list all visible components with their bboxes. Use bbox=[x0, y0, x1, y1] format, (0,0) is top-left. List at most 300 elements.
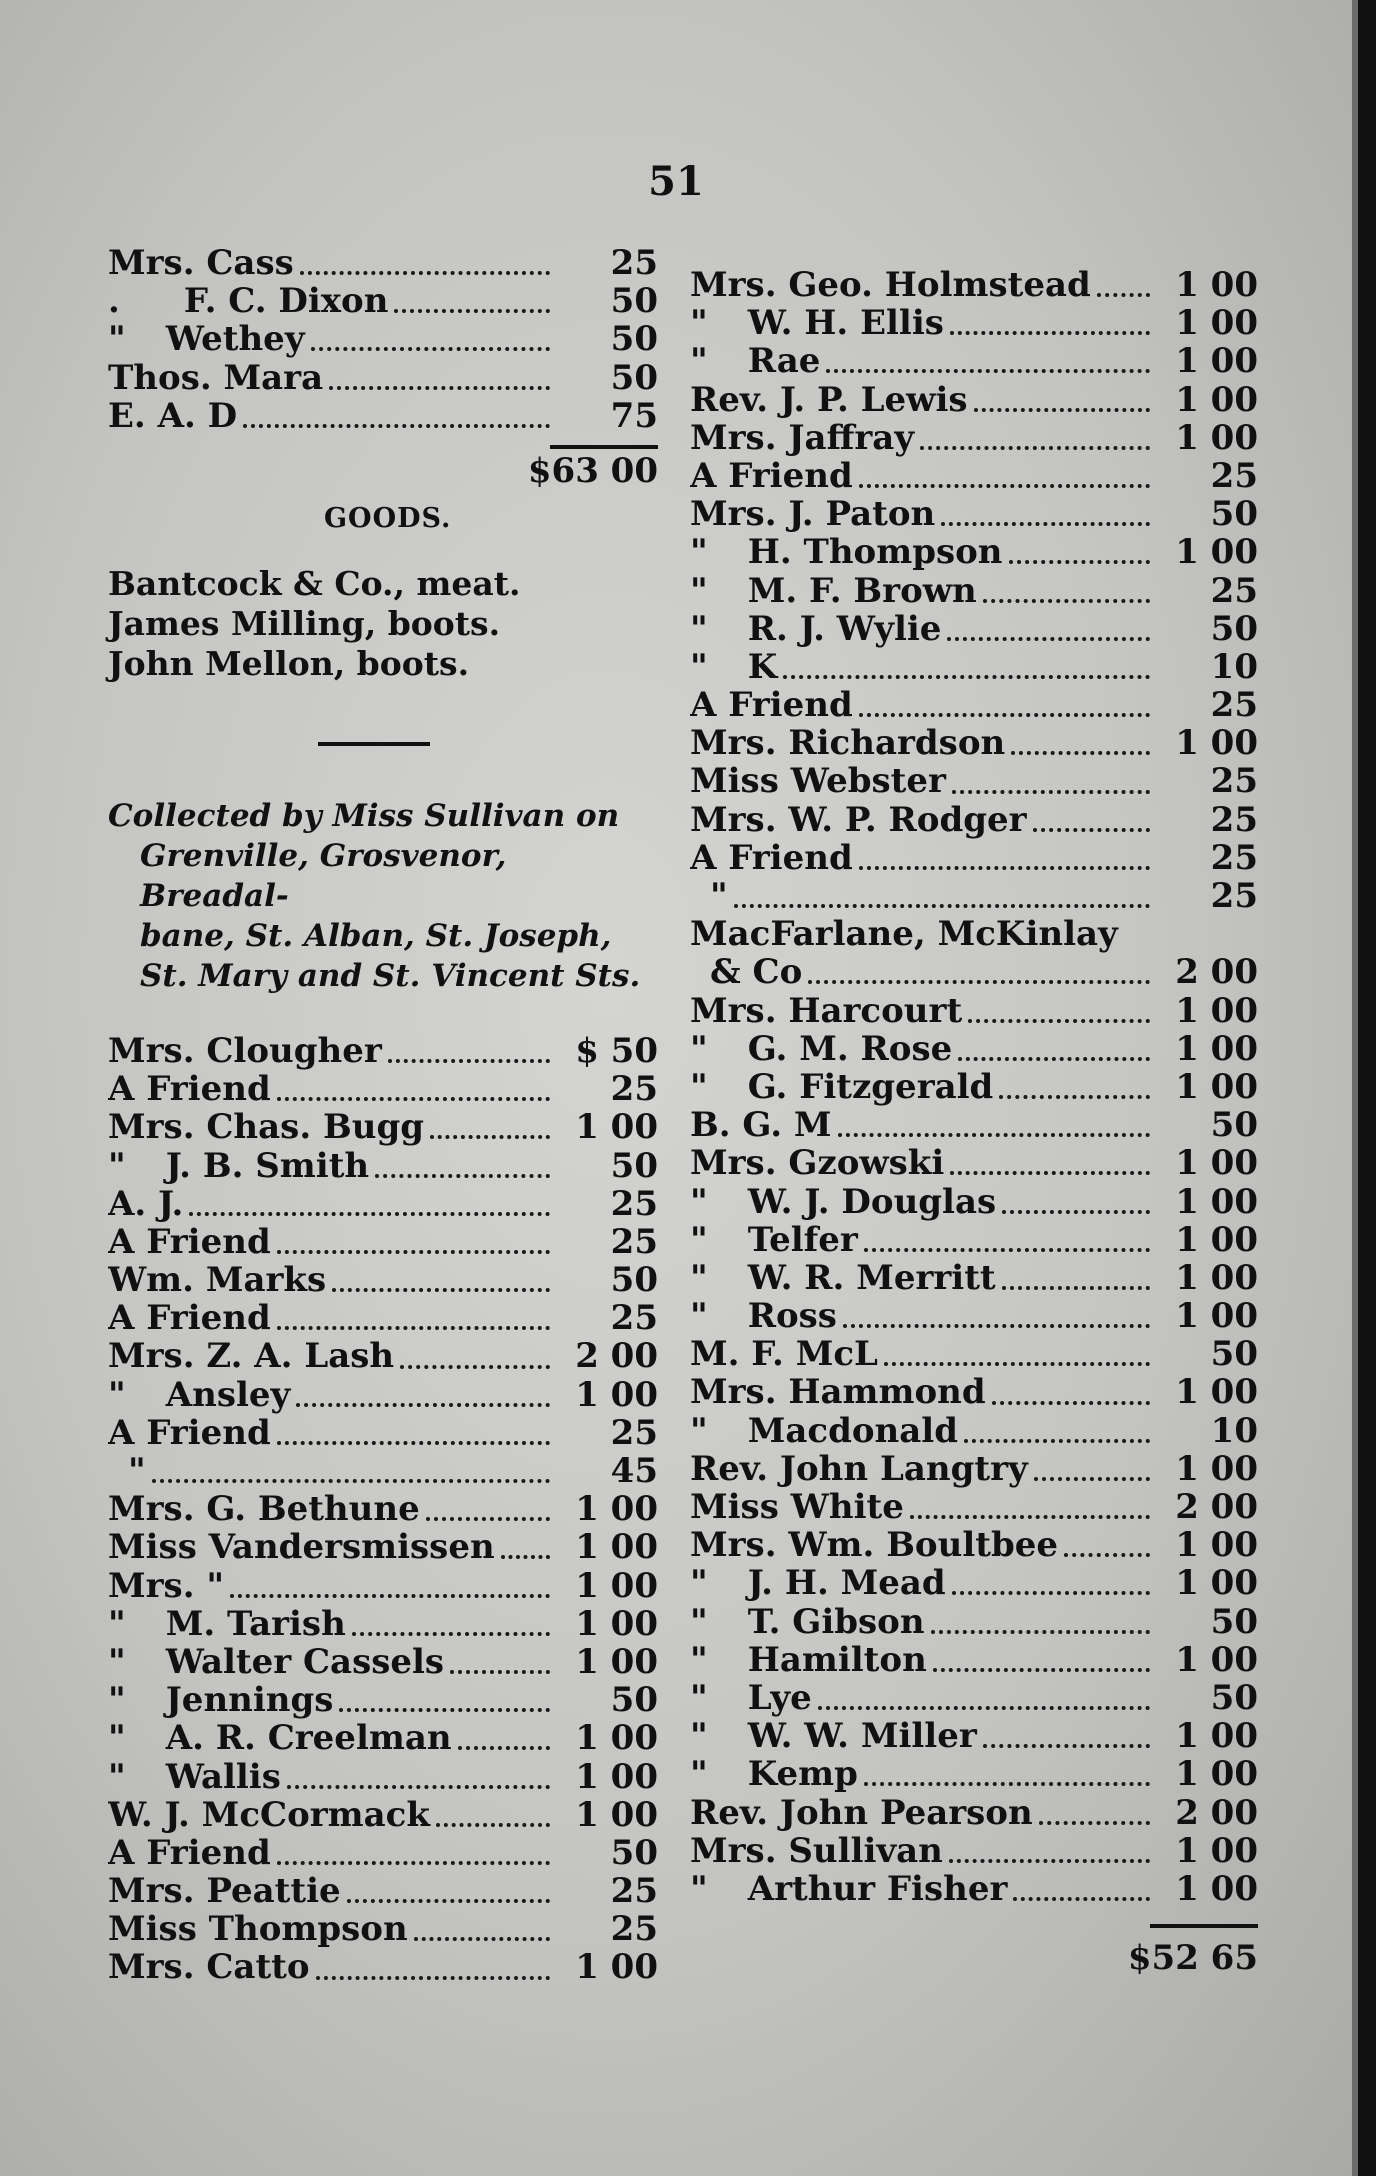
entry-name: M. F. Brown bbox=[747, 571, 977, 610]
dot-leader bbox=[952, 1591, 1150, 1595]
entry-amount: 1 00 bbox=[1175, 1067, 1258, 1107]
entry-name: M. Tarish bbox=[165, 1604, 346, 1643]
entry-name: W. R. Merritt bbox=[747, 1258, 996, 1298]
entry-name: Mrs. Harcourt bbox=[690, 991, 963, 1030]
dot-leader bbox=[243, 424, 550, 428]
entry-amount: 75 bbox=[610, 396, 658, 435]
entry-row bbox=[690, 1679, 1258, 1717]
entry-row bbox=[690, 1488, 1258, 1526]
ditto-mark: " bbox=[690, 1564, 708, 1603]
entry-name: " bbox=[128, 1452, 146, 1491]
entry-amount: 50 bbox=[610, 358, 658, 397]
dot-leader bbox=[958, 1057, 1150, 1061]
entry-name: Wethey bbox=[165, 320, 305, 359]
page-number: 51 bbox=[648, 158, 704, 205]
entry-name: Mrs. Sullivan bbox=[690, 1831, 943, 1870]
ditto-mark: " bbox=[690, 609, 708, 648]
entry-amount: 50 bbox=[1210, 609, 1258, 648]
entry-name: Mrs. Clougher bbox=[108, 1031, 382, 1071]
entry-row bbox=[108, 1719, 658, 1757]
entry-row bbox=[690, 953, 1258, 991]
dot-leader bbox=[992, 1401, 1150, 1405]
entry-amount: 1 00 bbox=[575, 1757, 658, 1796]
entry-row bbox=[690, 304, 1258, 342]
entry-row bbox=[690, 419, 1258, 457]
entry-row bbox=[690, 1717, 1258, 1755]
dot-leader bbox=[277, 1441, 550, 1445]
entry-name: Mrs. W. P. Rodger bbox=[690, 800, 1027, 839]
entry-row bbox=[690, 533, 1258, 571]
ditto-mark: " bbox=[690, 1220, 708, 1259]
entry-row bbox=[108, 1605, 658, 1643]
dot-leader bbox=[983, 599, 1150, 603]
entry-row bbox=[690, 1870, 1258, 1908]
entry-name: Mrs. Z. A. Lash bbox=[108, 1337, 395, 1376]
dot-leader bbox=[1033, 828, 1150, 832]
entry-name: W. W. Miller bbox=[747, 1717, 977, 1756]
ditto-mark: " bbox=[108, 1681, 126, 1720]
entry-row bbox=[690, 1412, 1258, 1450]
entry-amount: 1 00 bbox=[1175, 1029, 1258, 1068]
entry-name: Mrs. Wm. Boultbee bbox=[690, 1526, 1058, 1565]
right-total: $52 65 bbox=[1127, 1938, 1258, 1979]
entry-row bbox=[690, 1221, 1258, 1259]
dot-leader bbox=[277, 1097, 550, 1101]
entry-row bbox=[108, 1070, 658, 1108]
entry-row bbox=[108, 1185, 658, 1223]
entry-amount: 50 bbox=[610, 1681, 658, 1720]
dot-leader bbox=[1002, 1210, 1150, 1214]
entry-name: Miss Thompson bbox=[108, 1910, 408, 1949]
entry-amount: 45 bbox=[610, 1452, 658, 1491]
ditto-mark: " bbox=[690, 1678, 708, 1718]
entry-row bbox=[108, 1147, 658, 1185]
dot-leader bbox=[920, 446, 1150, 450]
entry-name: A. R. Creelman bbox=[165, 1719, 452, 1758]
dot-leader bbox=[277, 1326, 550, 1330]
entry-name: A. J. bbox=[108, 1184, 184, 1223]
entry-row bbox=[690, 1335, 1258, 1373]
left-top-list bbox=[108, 244, 658, 435]
dot-leader bbox=[999, 1095, 1150, 1099]
dot-leader bbox=[859, 484, 1150, 488]
entry-name: H. Thompson bbox=[747, 533, 1003, 572]
entry-name: A Friend bbox=[690, 838, 853, 877]
dot-leader bbox=[277, 1250, 550, 1254]
entry-row bbox=[108, 282, 658, 320]
dot-leader bbox=[316, 1976, 550, 1980]
entry-amount: 1 00 bbox=[1175, 724, 1258, 763]
entry-row bbox=[690, 1030, 1258, 1068]
entry-name: Thos. Mara bbox=[108, 358, 324, 397]
collected-line: St. Mary and St. Vincent Sts. bbox=[140, 957, 641, 994]
dot-leader bbox=[414, 1937, 550, 1941]
goods-line: John Mellon, boots. bbox=[108, 643, 470, 683]
entry-name: Ross bbox=[747, 1297, 837, 1336]
entry-amount: 1 00 bbox=[1175, 1373, 1258, 1412]
entry-name: Arthur Fisher bbox=[747, 1869, 1008, 1909]
dot-leader bbox=[1097, 293, 1150, 297]
entry-row bbox=[690, 495, 1258, 533]
entry-amount: 50 bbox=[1210, 1335, 1258, 1374]
entry-amount: 1 00 bbox=[1175, 991, 1258, 1030]
dot-leader bbox=[332, 1288, 550, 1292]
entry-name: Rev. John Langtry bbox=[690, 1449, 1028, 1488]
dot-leader bbox=[983, 1744, 1150, 1748]
goods-heading: GOODS. bbox=[324, 502, 452, 534]
entry-row bbox=[108, 1299, 658, 1337]
entry-name: E. A. D bbox=[108, 396, 238, 435]
left-column bbox=[108, 244, 658, 1987]
entry-row bbox=[108, 1758, 658, 1796]
dot-leader bbox=[287, 1785, 550, 1789]
entry-amount: 1 00 bbox=[1175, 1144, 1258, 1183]
entry-amount: 1 00 bbox=[1175, 1258, 1258, 1298]
right-column bbox=[690, 266, 1258, 1980]
entry-name: Mrs. Catto bbox=[108, 1948, 310, 1987]
entry-amount: 1 00 bbox=[575, 1490, 658, 1529]
entry-name: A Friend bbox=[690, 686, 853, 725]
entry-amount: 1 00 bbox=[575, 1642, 658, 1682]
dot-leader bbox=[843, 1324, 1150, 1328]
entry-amount: 25 bbox=[1210, 571, 1258, 610]
dot-leader bbox=[230, 1594, 550, 1598]
entry-row bbox=[690, 1373, 1258, 1411]
entry-name: MacFarlane, McKinlay bbox=[690, 915, 1118, 954]
dot-leader bbox=[1039, 1821, 1150, 1825]
entry-name: A Friend bbox=[108, 1833, 271, 1873]
entry-amount: 50 bbox=[1210, 1602, 1258, 1641]
dot-leader bbox=[1011, 751, 1150, 755]
entry-amount: 2 00 bbox=[1175, 1793, 1258, 1832]
ditto-mark: " bbox=[690, 1297, 708, 1336]
ditto-mark: " bbox=[690, 1411, 708, 1450]
entry-name: Mrs. Hammond bbox=[690, 1373, 986, 1412]
dot-leader bbox=[339, 1708, 550, 1712]
left-subscriber-list bbox=[108, 1032, 658, 1987]
entry-row bbox=[108, 1910, 658, 1948]
entry-name: J. H. Mead bbox=[747, 1564, 946, 1603]
entry-amount: 1 00 bbox=[575, 1528, 658, 1567]
entry-amount: 1 00 bbox=[1175, 1755, 1258, 1794]
entry-amount: 25 bbox=[610, 1184, 658, 1223]
entry-amount: 50 bbox=[1210, 1106, 1258, 1145]
dot-leader bbox=[864, 1782, 1150, 1786]
dot-leader bbox=[783, 675, 1150, 679]
entry-name: Mrs. G. Bethune bbox=[108, 1490, 420, 1529]
dot-leader bbox=[1034, 1477, 1150, 1481]
entry-row bbox=[690, 342, 1258, 380]
entry-row bbox=[690, 1755, 1258, 1793]
dot-leader bbox=[300, 271, 550, 275]
entry-name: Mrs. Richardson bbox=[690, 724, 1006, 763]
entry-row bbox=[108, 1643, 658, 1681]
entry-name: Mrs. Chas. Bugg bbox=[108, 1108, 424, 1147]
dot-leader bbox=[329, 386, 550, 390]
dot-leader bbox=[941, 522, 1150, 526]
entry-name: Rev. J. P. Lewis bbox=[690, 380, 968, 419]
entry-name: Mrs. Gzowski bbox=[690, 1144, 945, 1183]
entry-row bbox=[690, 801, 1258, 839]
dot-leader bbox=[974, 408, 1151, 412]
dot-leader bbox=[426, 1517, 550, 1521]
dot-leader bbox=[1009, 560, 1150, 564]
entry-row bbox=[108, 1108, 658, 1146]
dot-leader bbox=[947, 637, 1150, 641]
dot-leader bbox=[910, 1515, 1150, 1519]
entry-row bbox=[690, 1641, 1258, 1679]
entry-name: Rae bbox=[747, 342, 821, 381]
dot-leader bbox=[1013, 1897, 1150, 1901]
entry-amount: 25 bbox=[1210, 456, 1258, 496]
entry-amount: 25 bbox=[610, 1413, 658, 1452]
entry-amount: 25 bbox=[610, 1872, 658, 1911]
entry-row bbox=[108, 1337, 658, 1375]
entry-amount: 1 00 bbox=[1175, 1869, 1258, 1909]
dot-leader bbox=[949, 1859, 1150, 1863]
entry-row bbox=[690, 1183, 1258, 1221]
entry-name: Rev. John Pearson bbox=[690, 1793, 1033, 1832]
entry-name: G. M. Rose bbox=[747, 1029, 953, 1068]
entry-amount: 1 00 bbox=[1175, 1182, 1258, 1221]
dot-leader bbox=[859, 866, 1150, 870]
entry-row bbox=[108, 1528, 658, 1566]
entry-name: Jennings bbox=[165, 1681, 334, 1720]
entry-amount: $ 50 bbox=[575, 1031, 658, 1071]
entry-amount: 1 00 bbox=[1175, 1831, 1258, 1870]
collected-line: Collected by Miss Sullivan on bbox=[108, 797, 620, 834]
dot-leader bbox=[189, 1212, 550, 1216]
entry-amount: 50 bbox=[610, 1146, 658, 1185]
entry-amount: 1 00 bbox=[1175, 380, 1258, 419]
dot-leader bbox=[818, 1706, 1150, 1710]
entry-amount: 1 00 bbox=[1175, 1449, 1258, 1488]
ditto-mark: " bbox=[108, 1604, 126, 1643]
entry-name: & Co bbox=[710, 953, 803, 992]
ditto-mark: " bbox=[108, 1757, 126, 1796]
entry-amount: 50 bbox=[1210, 1678, 1258, 1718]
dot-leader bbox=[933, 1668, 1150, 1672]
entry-name: M. F. McL bbox=[690, 1335, 878, 1374]
entry-name: Mrs. " bbox=[108, 1566, 225, 1605]
dot-leader bbox=[277, 1861, 550, 1865]
entry-row bbox=[690, 724, 1258, 762]
ditto-mark: . bbox=[108, 282, 120, 321]
entry-amount: 50 bbox=[1210, 495, 1258, 534]
entry-name: Mrs. Geo. Holmstead bbox=[690, 266, 1091, 305]
entry-name: Kemp bbox=[747, 1755, 858, 1794]
entry-amount: 2 00 bbox=[1175, 1488, 1258, 1527]
dot-leader bbox=[436, 1823, 550, 1827]
entry-row bbox=[690, 839, 1258, 877]
ditto-mark: " bbox=[108, 1146, 126, 1185]
ditto-mark: " bbox=[108, 320, 126, 359]
dot-leader bbox=[964, 1439, 1150, 1443]
entry-amount: 25 bbox=[1210, 838, 1258, 877]
entry-amount: 1 00 bbox=[1175, 1640, 1258, 1679]
entry-row bbox=[108, 1452, 658, 1490]
entry-row bbox=[690, 1144, 1258, 1182]
entry-amount: 25 bbox=[1210, 800, 1258, 839]
ditto-mark: " bbox=[108, 1642, 126, 1682]
entry-name: F. C. Dixon bbox=[183, 282, 389, 321]
entry-name: K bbox=[747, 647, 778, 687]
entry-amount: 50 bbox=[610, 1261, 658, 1300]
entry-row bbox=[690, 1450, 1258, 1488]
entry-amount: 1 00 bbox=[575, 1948, 658, 1987]
dot-leader bbox=[950, 1171, 1150, 1175]
entry-name: Ansley bbox=[165, 1375, 291, 1414]
entry-row bbox=[690, 1106, 1258, 1144]
entry-amount: 2 00 bbox=[575, 1337, 658, 1376]
ditto-mark: " bbox=[690, 1602, 708, 1641]
entry-row bbox=[690, 1297, 1258, 1335]
entry-row bbox=[690, 648, 1258, 686]
entry-amount: 25 bbox=[610, 1070, 658, 1109]
dot-leader bbox=[400, 1365, 550, 1369]
entry-amount: 1 00 bbox=[1175, 342, 1258, 381]
entry-row bbox=[690, 1794, 1258, 1832]
dot-leader bbox=[311, 347, 550, 351]
entry-row bbox=[108, 320, 658, 358]
entry-row bbox=[108, 397, 658, 435]
entry-name: G. Fitzgerald bbox=[747, 1067, 994, 1107]
entry-name: Lye bbox=[747, 1678, 812, 1718]
entry-name: T. Gibson bbox=[747, 1602, 925, 1641]
collected-line: Grenville, Grosvenor, Breadal- bbox=[140, 837, 507, 914]
entry-amount: 1 00 bbox=[575, 1108, 658, 1147]
entry-amount: 1 00 bbox=[1175, 1297, 1258, 1336]
total-rule bbox=[1150, 1924, 1258, 1928]
dot-leader bbox=[952, 790, 1150, 794]
dot-leader bbox=[968, 1019, 1150, 1023]
entry-amount: 1 00 bbox=[1175, 1564, 1258, 1603]
ditto-mark: " bbox=[690, 1258, 708, 1298]
entry-row bbox=[108, 1681, 658, 1719]
entry-amount: 1 00 bbox=[575, 1604, 658, 1643]
entry-name: A Friend bbox=[108, 1222, 271, 1262]
dot-leader bbox=[864, 1248, 1150, 1252]
dot-leader bbox=[347, 1899, 550, 1903]
dot-leader bbox=[808, 980, 1150, 984]
entry-row bbox=[690, 457, 1258, 495]
ditto-mark: " bbox=[690, 1029, 708, 1068]
entry-name: Miss Webster bbox=[690, 762, 946, 801]
dot-leader bbox=[296, 1403, 550, 1407]
entry-amount: 1 00 bbox=[1175, 1717, 1258, 1756]
entry-amount: 10 bbox=[1210, 647, 1258, 687]
entry-row bbox=[108, 244, 658, 282]
entry-amount: 1 00 bbox=[575, 1566, 658, 1605]
entry-row bbox=[690, 1526, 1258, 1564]
entry-row bbox=[690, 381, 1258, 419]
entry-row bbox=[108, 1948, 658, 1986]
entry-name: B. G. M bbox=[690, 1106, 832, 1145]
entry-name: W. H. Ellis bbox=[747, 304, 944, 343]
dot-leader bbox=[394, 309, 550, 313]
entry-amount: 25 bbox=[610, 1910, 658, 1949]
entry-amount: 1 00 bbox=[1175, 304, 1258, 343]
entry-name: A Friend bbox=[108, 1070, 271, 1109]
entry-amount: 25 bbox=[610, 1299, 658, 1338]
ditto-mark: " bbox=[690, 1067, 708, 1107]
collected-note bbox=[108, 796, 658, 996]
dot-leader bbox=[458, 1746, 550, 1750]
entry-row bbox=[690, 1564, 1258, 1602]
ditto-mark: " bbox=[690, 533, 708, 572]
ditto-mark: " bbox=[690, 342, 708, 381]
dot-leader bbox=[1064, 1553, 1150, 1557]
dot-leader bbox=[838, 1133, 1150, 1137]
entry-name: Mrs. Jaffray bbox=[690, 418, 915, 457]
entry-amount: 25 bbox=[1210, 686, 1258, 725]
entry-row bbox=[690, 572, 1258, 610]
entry-name: Telfer bbox=[747, 1220, 858, 1259]
entry-row bbox=[690, 1603, 1258, 1641]
entry-row bbox=[108, 1414, 658, 1452]
entry-amount: 50 bbox=[610, 282, 658, 321]
entry-amount: 25 bbox=[1210, 877, 1258, 916]
entry-name: Walter Cassels bbox=[165, 1642, 445, 1682]
entry-amount: 2 00 bbox=[1175, 953, 1258, 992]
goods-line: Bantcock & Co., meat. bbox=[108, 563, 521, 603]
dot-leader bbox=[152, 1479, 550, 1483]
entry-amount: 50 bbox=[610, 320, 658, 359]
entry-row bbox=[690, 1832, 1258, 1870]
entry-amount: 25 bbox=[1210, 762, 1258, 801]
entry-name: Miss Vandersmissen bbox=[108, 1528, 495, 1567]
ditto-mark: " bbox=[690, 304, 708, 343]
entry-name: Macdonald bbox=[747, 1411, 958, 1450]
entry-name: W. J. Douglas bbox=[747, 1182, 997, 1221]
dot-leader bbox=[859, 713, 1150, 717]
goods-list bbox=[108, 564, 658, 684]
dot-leader bbox=[375, 1174, 550, 1178]
entry-name: Wm. Marks bbox=[108, 1261, 327, 1300]
collected-line: bane, St. Alban, St. Joseph, bbox=[140, 917, 612, 954]
entry-amount: 1 00 bbox=[1175, 418, 1258, 457]
entry-row bbox=[108, 1872, 658, 1910]
entry-name: Wallis bbox=[165, 1757, 281, 1796]
entry-amount: 50 bbox=[610, 1833, 658, 1873]
entry-row bbox=[108, 1834, 658, 1872]
entry-row bbox=[690, 1259, 1258, 1297]
entry-amount: 25 bbox=[610, 1222, 658, 1262]
entry-row bbox=[690, 1068, 1258, 1106]
entry-row bbox=[690, 992, 1258, 1030]
section-divider bbox=[318, 742, 430, 746]
entry-row bbox=[690, 915, 1258, 953]
entry-row bbox=[108, 1223, 658, 1261]
entry-amount: 1 00 bbox=[1175, 1526, 1258, 1565]
entry-amount: 1 00 bbox=[575, 1719, 658, 1758]
entry-row bbox=[108, 1796, 658, 1834]
entry-row bbox=[108, 359, 658, 397]
dot-leader bbox=[931, 1630, 1150, 1634]
ditto-mark: " bbox=[108, 1375, 126, 1414]
entry-row bbox=[108, 1032, 658, 1070]
entry-amount: 1 00 bbox=[1175, 266, 1258, 305]
entry-row bbox=[108, 1490, 658, 1528]
entry-name: " bbox=[710, 877, 728, 916]
entry-name: Miss White bbox=[690, 1488, 904, 1527]
dot-leader bbox=[950, 331, 1150, 335]
dot-leader bbox=[430, 1135, 550, 1139]
entry-amount: 1 00 bbox=[575, 1795, 658, 1834]
ditto-mark: " bbox=[108, 1719, 126, 1758]
entry-row bbox=[108, 1567, 658, 1605]
dot-leader bbox=[501, 1555, 550, 1559]
